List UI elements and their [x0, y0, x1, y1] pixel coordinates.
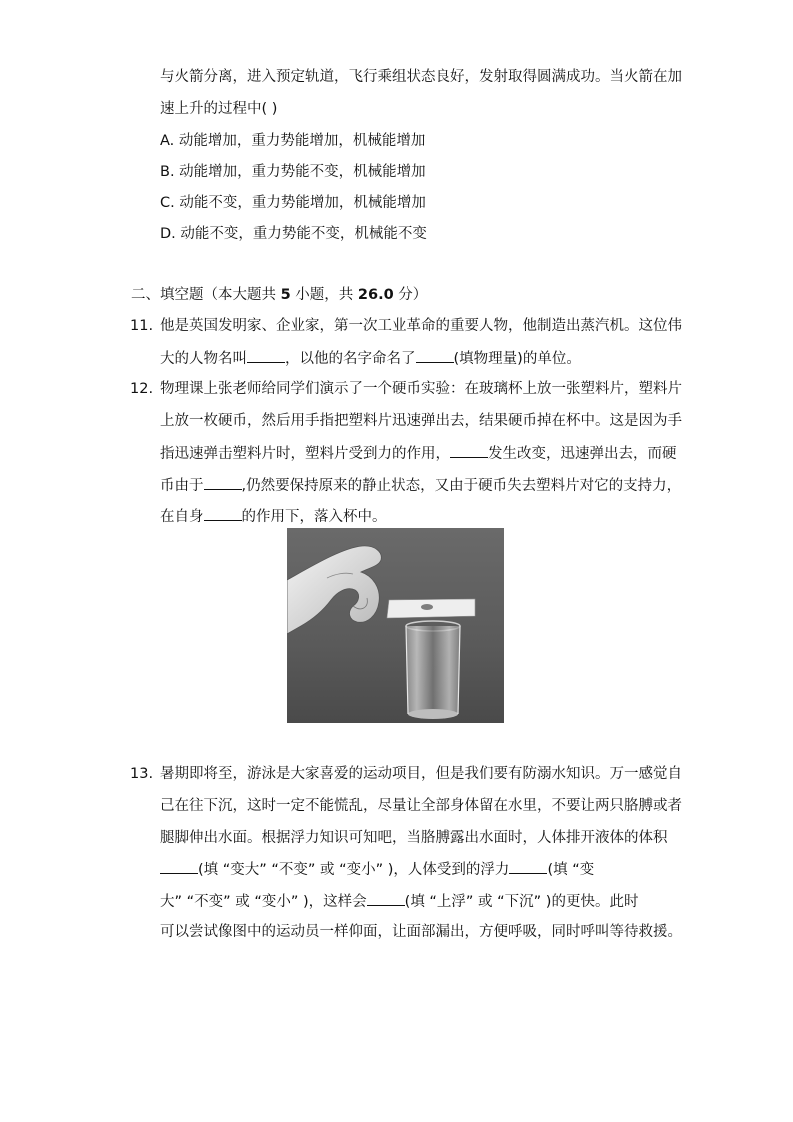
coin-inertia-photo	[287, 528, 504, 723]
answer-blank[interactable]	[160, 859, 198, 874]
q13-line3: 腿脚伸出水面。根据浮力知识可知吧，当胳膊露出水面时，人体排开液体的体积	[160, 830, 668, 846]
q11-text-c: (填物理量)的单位。	[453, 351, 581, 367]
q13-line2: 己在往下沉，这时一定不能慌乱，尽量让全部身体留在水里，不要让两只胳膊或者	[160, 798, 682, 814]
section-title-suffix: 分）	[393, 287, 428, 303]
q11-number: 11.	[130, 318, 154, 334]
section-score: 26.0	[357, 287, 394, 303]
q10-option-d: D. 动能不变，重力势能不变，机械能不变	[160, 226, 427, 242]
q11-text-a: 大的人物名叫	[160, 351, 247, 367]
q12-text-b: 发生改变，迅速弹出去，而硬	[488, 446, 677, 462]
q11-line1: 他是英国发明家、企业家，第一次工业革命的重要人物，他制造出蒸汽机。这位伟	[160, 318, 682, 334]
q13-line6: 可以尝试像图中的运动员一样仰面，让面部漏出，方便呼吸，同时呼叫等待救援。	[160, 924, 682, 940]
answer-blank[interactable]	[450, 443, 488, 458]
section-question-count: 5	[280, 287, 291, 303]
q10-option-c: C. 动能不变，重力势能增加，机械能增加	[160, 195, 426, 211]
q10-stem-line1: 与火箭分离，进入预定轨道，飞行乘组状态良好，发射取得圆满成功。当火箭在加	[160, 69, 682, 85]
q13-text-d: (填 “上浮” 或 “下沉” )的更快。此时	[404, 894, 639, 910]
q12-line4	[160, 475, 681, 496]
q10-option-b: B. 动能增加，重力势能不变，机械能增加	[160, 164, 426, 180]
q13-line4	[160, 859, 594, 880]
q11-text-b: ，以他的名字命名了	[285, 351, 416, 367]
q13-line1: 暑期即将至，游泳是大家喜爱的运动项目，但是我们要有防溺水知识。万一感觉自	[160, 766, 682, 782]
q11-line2	[160, 348, 581, 369]
answer-blank[interactable]	[247, 348, 285, 363]
q13-text-c: 大” “不变” 或 “变小” )，这样会	[160, 894, 367, 910]
section-title	[131, 285, 427, 305]
q12-line2: 上放一枚硬币，然后用手指把塑料片迅速弹出去，结果硬币掉在杯中。这是因为手	[160, 413, 682, 429]
q10-stem-line2: 速上升的过程中( )	[160, 101, 278, 117]
q12-text-c: 币由于	[160, 478, 204, 494]
q10-option-a: A. 动能增加，重力势能增加，机械能增加	[160, 133, 426, 149]
q12-line3	[160, 443, 677, 464]
q13-line5	[160, 891, 638, 912]
q12-number: 12.	[130, 381, 154, 397]
answer-blank[interactable]	[416, 348, 454, 363]
q12-text-f: 的作用下，落入杯中。	[241, 509, 387, 525]
q12-text-a: 指迅速弹击塑料片时，塑料片受到力的作用，	[160, 446, 450, 462]
q13-number: 13.	[130, 766, 154, 782]
answer-blank[interactable]	[509, 859, 547, 874]
q13-text-a: (填 “变大” “不变” 或 “变小” )，人体受到的浮力	[198, 862, 510, 878]
q12-text-d: ,仍然要保持原来的静止状态，又由于硬币失去塑料片对它的支持力，	[241, 478, 682, 494]
section-title-prefix: 二、填空题（本大题共	[131, 287, 281, 303]
q13-text-b: (填 “变	[547, 862, 595, 878]
answer-blank[interactable]	[367, 891, 405, 906]
answer-blank[interactable]	[204, 475, 242, 490]
q12-text-e: 在自身	[160, 509, 204, 525]
answer-blank[interactable]	[204, 506, 242, 521]
q12-line1: 物理课上张老师给同学们演示了一个硬币实验：在玻璃杯上放一张塑料片，塑料片	[160, 381, 682, 397]
section-title-middle: 小题，共	[290, 287, 358, 303]
q12-line5	[160, 506, 387, 527]
